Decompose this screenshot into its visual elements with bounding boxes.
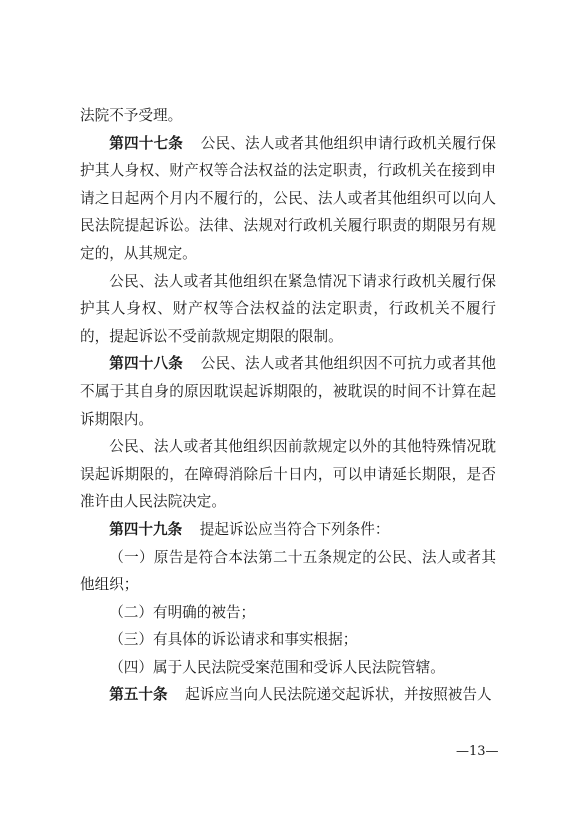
article-heading: 第四十九条 xyxy=(109,520,183,538)
article-47 xyxy=(80,130,496,268)
page-number: —13— xyxy=(456,744,499,759)
article-48 xyxy=(80,350,496,433)
article-heading: 第四十八条 xyxy=(109,355,184,373)
paragraph-text: 公民、法人或者其他组织在紧急情况下请求行政机关履行保护其人身权、财产权等合法权益的法定职责，行政机关不履行的，提起诉讼不受前款规定期限的限制。 xyxy=(80,272,496,345)
article-49-item-4 xyxy=(80,654,496,682)
article-47-para-2 xyxy=(80,268,496,351)
paragraph-text: 提起诉讼应当符合下列条件： xyxy=(199,520,390,538)
body-text xyxy=(80,102,496,709)
paragraph-text: 法院不予受理。 xyxy=(80,107,183,124)
paragraph-text: 公民、法人或者其他组织因前款规定以外的其他特殊情况耽误起诉期限的，在障碍消除后十日内，可以申请延长期限，是否准许由人民法院决定。 xyxy=(80,438,496,511)
article-49-item-2 xyxy=(80,599,496,627)
paragraph-text: 起诉应当向人民法院递交起诉状，并按照被告人 xyxy=(185,686,492,704)
list-item-text: （四）属于人民法院受案范围和受诉人民法院管辖。 xyxy=(109,658,445,676)
article-49-item-3 xyxy=(80,626,496,654)
paragraph-text: 公民、法人或者其他组织申请行政机关履行保护其人身权、财产权等合法权益的法定职责，行政机关在接到申请之日起两个月内不履行的，公民、法人或者其他组织可以向人民法院提起诉讼。法律、法规对行政机关履行职责的期限另有规定的，从其规定。 xyxy=(80,134,496,262)
list-item-text: （一）原告是符合本法第二十五条规定的公民、法人或者其他组织； xyxy=(80,548,496,594)
article-heading: 第五十条 xyxy=(109,686,168,704)
article-50 xyxy=(80,681,496,709)
article-48-para-2 xyxy=(80,433,496,516)
paragraph-text: 公民、法人或者其他组织因不可抗力或者其他不属于其自身的原因耽误起诉期限的，被耽误的时间不计算在起诉期限内。 xyxy=(80,355,496,428)
list-item-text: （三）有具体的诉讼请求和事实根据； xyxy=(109,631,358,649)
list-item-text: （二）有明确的被告； xyxy=(109,603,256,621)
article-heading: 第四十七条 xyxy=(109,134,184,152)
paragraph-0 xyxy=(80,102,496,130)
article-49 xyxy=(80,516,496,544)
article-49-item-1 xyxy=(80,544,496,599)
